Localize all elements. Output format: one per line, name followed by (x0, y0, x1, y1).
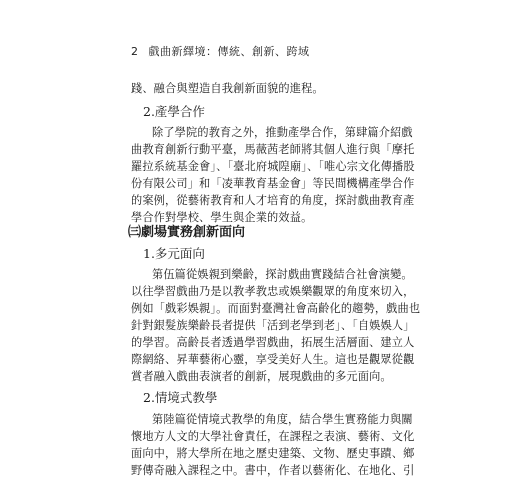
paragraph-line: 羅拉系統基金會」、「臺北府城隍廟」、「唯心宗文化傳播股 (131, 160, 415, 173)
paragraph-line: 際網絡、昇華藝術心靈，享受美好人生。這也是觀眾從觀 (131, 353, 415, 366)
paragraph-line: 賞者融入戲曲表演者的創新，展現戲曲的多元面向。 (131, 370, 392, 383)
paragraph-line: 學合作對學校、學生與企業的效益。 (131, 211, 313, 224)
paragraph-line: 針對銀髮族樂齡長者提供「活到老學到老」、「自娛娛人」 (131, 319, 415, 332)
paragraph-line: 懷地方人文的大學社會責任，在課程之表演、藝術、文化 (131, 430, 415, 443)
paragraph-line: 曲教育創新行動平臺，馬薇茜老師將其個人進行與「摩托 (131, 143, 415, 156)
section-heading-industry-cooperation: 2.產學合作 (143, 104, 205, 119)
intro-line: 踐、融合與塑造自我創新面貌的進程。 (131, 82, 324, 95)
paragraph-line: 以往學習戲曲乃是以教孝教忠或娛樂觀眾的角度來切入， (131, 285, 415, 298)
paragraph-line: 例如「戲彩娛親」。而面對臺灣社會高齡化的趨勢，戲曲也 (131, 302, 421, 315)
section-heading-situational-teaching: 2.情境式教學 (143, 390, 218, 405)
running-header (131, 43, 310, 59)
section-heading-diverse-aspects: 1.多元面向 (143, 246, 205, 261)
paragraph-line: 面向中，將大學所在地之歷史建築、文物、歷史事蹟、鄉 (131, 447, 415, 460)
running-title: 戲曲新繹境：傳統、創新、跨域 (148, 45, 310, 58)
paragraph-line: 份有限公司」和「凌華教育基金會」等民間機構產學合作 (131, 177, 415, 190)
paragraph-line: 除了學院的教育之外，推動產學合作，第肆篇介紹戲 (152, 126, 413, 139)
part-heading-theatre-practice: ㈢劇場實務創新面向 (128, 225, 246, 240)
paragraph-line: 的學習。高齡長者透過學習戲曲，拓展生活層面、建立人 (131, 336, 415, 349)
paragraph-line: 第陸篇從情境式教學的角度，結合學生實務能力與關 (152, 413, 413, 426)
paragraph-line: 野傳奇融入課程之中。書中，作者以藝術化、在地化、引 (131, 464, 415, 477)
paragraph-line: 第伍篇從娛親到樂齡，探討戲曲實踐結合社會演變。 (152, 268, 413, 281)
page-number: 2 (131, 45, 139, 58)
paragraph-line: 的案例，從藝術教育和人才培育的角度，探討戲曲教育產 (131, 194, 415, 207)
